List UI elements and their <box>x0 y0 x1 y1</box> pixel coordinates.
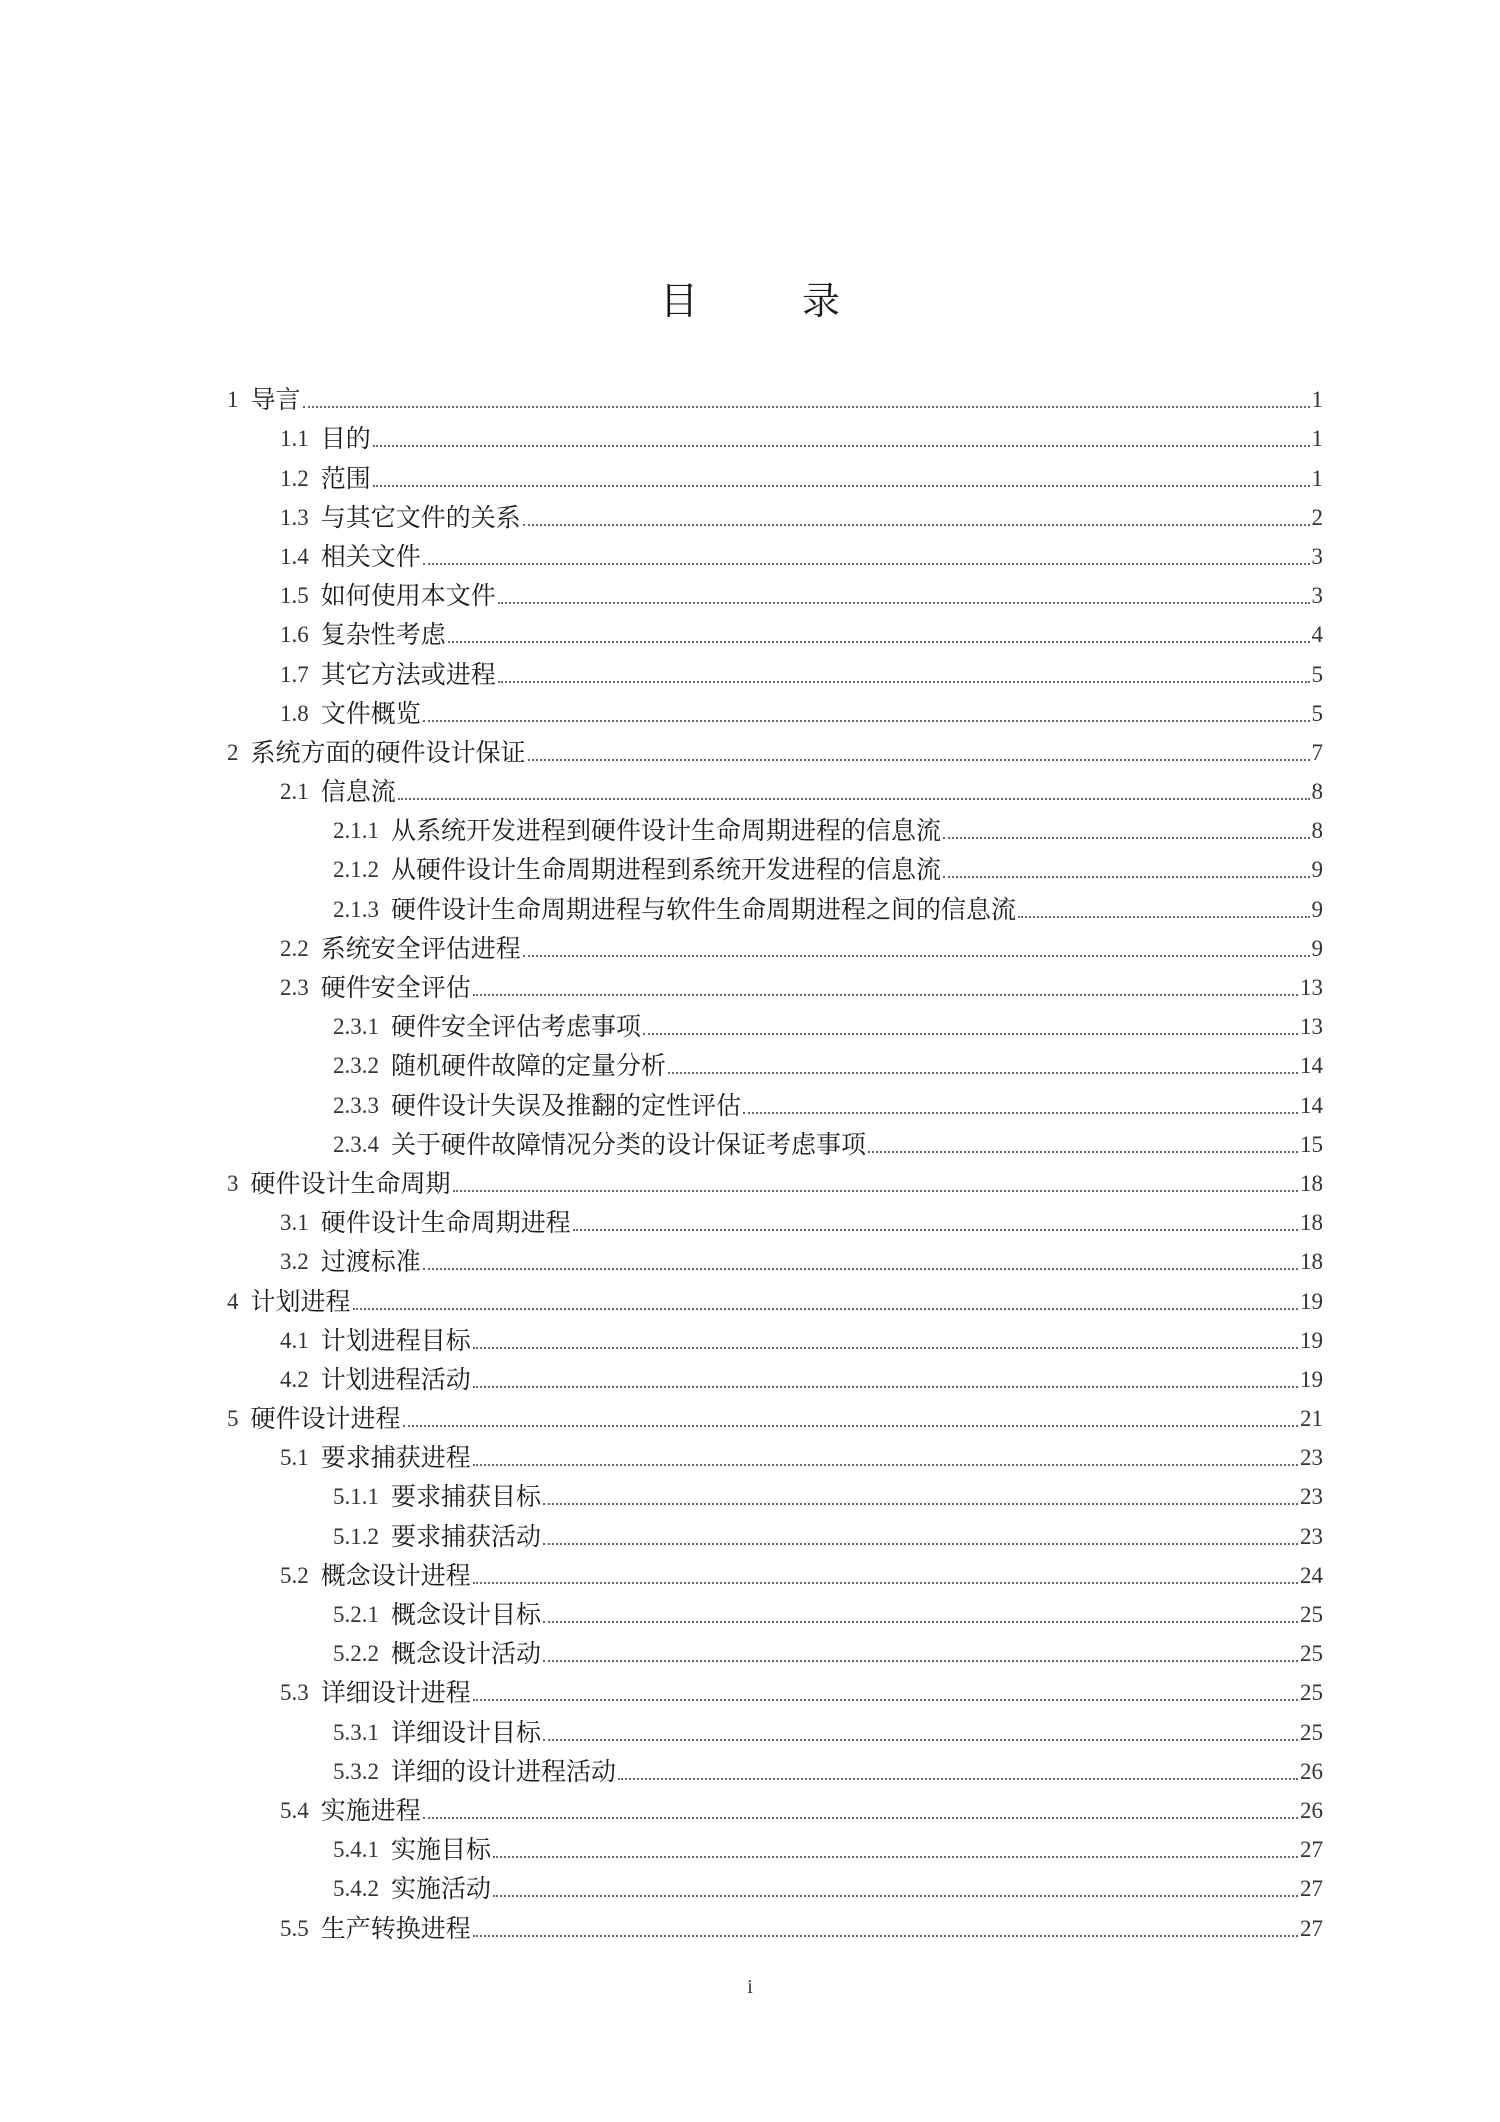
toc-entry[interactable] <box>227 417 1323 456</box>
toc-entry-page: 13 <box>1300 975 1323 1000</box>
toc-entry[interactable] <box>227 966 1323 1005</box>
toc-entry-title: 系统安全评估进程 <box>320 933 521 963</box>
toc-entry-page: 27 <box>1300 1915 1323 1941</box>
toc-entry-number: 2.2 <box>280 935 309 961</box>
toc-entry-title: 其它方法或进程 <box>320 659 496 689</box>
toc-entry[interactable] <box>227 1750 1323 1789</box>
toc-entry[interactable] <box>227 1789 1323 1828</box>
dot-leader <box>573 1229 1298 1231</box>
dot-leader <box>373 485 1310 487</box>
dot-leader <box>498 681 1310 683</box>
dot-leader <box>1018 916 1309 918</box>
dot-leader <box>473 994 1298 996</box>
toc-entry[interactable] <box>227 1906 1323 1945</box>
toc-entry[interactable] <box>227 1397 1323 1436</box>
toc-entry-number: 5.1.1 <box>333 1484 379 1510</box>
toc-entry-number: 5.4 <box>280 1797 309 1823</box>
toc-entry-title: 目的 <box>320 424 371 454</box>
dot-leader <box>303 406 1310 408</box>
dot-leader <box>943 837 1309 839</box>
toc-entry-title: 概念设计目标 <box>391 1600 542 1629</box>
toc-entry-page: 9 <box>1311 935 1323 961</box>
toc-entry-title: 详细设计目标 <box>391 1717 542 1747</box>
toc-entry-page: 13 <box>1300 1014 1323 1040</box>
toc-entry[interactable] <box>227 1436 1323 1475</box>
toc-entry[interactable] <box>227 1123 1323 1162</box>
toc-entry[interactable] <box>227 378 1323 417</box>
toc-entry-title: 计划进程 <box>250 1286 351 1316</box>
dot-leader <box>543 1660 1298 1662</box>
toc-entry-page: 25 <box>1300 1680 1323 1706</box>
toc-entry-page: 9 <box>1311 896 1323 922</box>
toc-entry-title: 随机硬件故障的定量分析 <box>391 1051 667 1081</box>
dot-leader <box>473 1347 1298 1349</box>
dot-leader <box>523 955 1310 957</box>
toc-entry[interactable] <box>227 574 1323 613</box>
toc-entry-title: 信息流 <box>320 777 396 807</box>
dot-leader <box>448 641 1310 643</box>
toc-entry[interactable] <box>227 848 1323 887</box>
toc-entry-title: 硬件设计生命周期进程 <box>320 1208 571 1238</box>
toc-entry-page: 18 <box>1300 1170 1323 1196</box>
dot-leader <box>373 445 1310 447</box>
toc-entry-number: 3 <box>227 1170 239 1196</box>
toc-entry-page: 23 <box>1300 1523 1323 1549</box>
dot-leader <box>543 1621 1298 1623</box>
toc-entry-title: 硬件设计生命周期进程与软件生命周期进程之间的信息流 <box>391 894 1017 924</box>
toc-entry-number: 1.8 <box>280 700 309 726</box>
toc-entry-number: 5.2.1 <box>333 1602 379 1627</box>
toc-entry-page: 19 <box>1300 1327 1323 1353</box>
dot-leader <box>618 1778 1298 1780</box>
toc-entry[interactable] <box>227 1671 1323 1710</box>
dot-leader <box>668 1072 1298 1074</box>
toc-entry-number: 5.3.1 <box>333 1719 379 1745</box>
toc-entry[interactable] <box>227 1319 1323 1358</box>
toc-entry-page: 5 <box>1311 661 1323 687</box>
toc-entry-number: 1.5 <box>280 583 309 609</box>
toc-entry-page: 26 <box>1300 1797 1323 1823</box>
dot-leader <box>398 798 1310 800</box>
toc-entry-number: 1.7 <box>280 661 309 687</box>
toc-entry-title: 生产转换进程 <box>320 1913 471 1943</box>
page-number-footer: i <box>747 1976 753 1998</box>
toc-entry-title: 硬件安全评估考虑事项 <box>391 1012 642 1042</box>
toc-entry[interactable] <box>227 809 1323 848</box>
toc-entry-page: 5 <box>1311 700 1323 726</box>
toc-entry-page: 24 <box>1300 1562 1323 1588</box>
dot-leader <box>943 876 1309 878</box>
toc-entry-number: 3.1 <box>280 1210 309 1236</box>
toc-entry-title: 要求捕获进程 <box>320 1443 471 1473</box>
toc-entry-number: 2.1.1 <box>333 818 379 844</box>
toc-entry-title: 概念设计活动 <box>391 1639 542 1669</box>
dot-leader <box>423 563 1310 565</box>
toc-entry[interactable] <box>227 1044 1323 1083</box>
dot-leader <box>743 1112 1298 1114</box>
dot-leader <box>473 1699 1298 1701</box>
dot-leader <box>403 1425 1298 1427</box>
toc-entry-title: 要求捕获活动 <box>391 1521 542 1551</box>
toc-entry-number: 5.4.1 <box>333 1837 379 1863</box>
dot-leader <box>473 1464 1298 1466</box>
toc-entry-page: 19 <box>1300 1288 1323 1314</box>
dot-leader <box>543 1739 1298 1741</box>
toc-entry[interactable] <box>227 887 1323 926</box>
toc-entry-page: 2 <box>1311 504 1323 530</box>
toc-entry-title: 从硬件设计生命周期进程到系统开发进程的信息流 <box>391 855 942 885</box>
toc-entry[interactable] <box>227 770 1323 809</box>
toc-entry-page: 25 <box>1300 1602 1323 1627</box>
toc-entry-title: 计划进程活动 <box>320 1364 471 1394</box>
dot-leader <box>543 1543 1298 1545</box>
toc-entry[interactable] <box>227 496 1323 535</box>
toc-entry-page: 21 <box>1300 1406 1323 1432</box>
toc-entry-title: 范围 <box>320 463 371 493</box>
toc-entry-number: 2.3.4 <box>333 1131 379 1157</box>
toc-entry-page: 15 <box>1300 1131 1323 1157</box>
toc-entry-page: 4 <box>1311 622 1323 648</box>
toc-entry-title: 文件概览 <box>320 698 421 728</box>
toc-entry[interactable] <box>227 731 1323 770</box>
toc-entry-number: 1 <box>227 387 239 413</box>
toc-entry[interactable] <box>227 1514 1323 1553</box>
toc-entry-number: 5.3.2 <box>333 1758 379 1784</box>
toc-entry-page: 27 <box>1300 1876 1323 1902</box>
toc-entry-number: 2.3.3 <box>333 1092 379 1118</box>
toc-entry[interactable] <box>227 1083 1323 1122</box>
toc-entry-page: 18 <box>1300 1249 1323 1275</box>
toc-entry-title: 硬件设计失误及推翻的定性评估 <box>391 1090 742 1120</box>
toc-entry[interactable] <box>227 613 1323 652</box>
toc-entry-page: 23 <box>1300 1445 1323 1471</box>
toc-entry[interactable] <box>227 456 1323 495</box>
toc-entry-number: 3.2 <box>280 1249 309 1275</box>
toc-entry-title: 如何使用本文件 <box>320 581 496 611</box>
toc-entry-page: 18 <box>1300 1210 1323 1236</box>
toc-entry-page: 1 <box>1311 426 1323 452</box>
toc-entry-title: 相关文件 <box>320 541 421 571</box>
toc-entry-page: 3 <box>1311 583 1323 609</box>
dot-leader <box>523 524 1310 526</box>
toc-entry-title: 硬件设计进程 <box>250 1404 401 1434</box>
toc-entry-title: 实施活动 <box>391 1874 492 1904</box>
toc-entry-number: 1.1 <box>280 426 309 452</box>
toc-entry-page: 25 <box>1300 1719 1323 1745</box>
toc-entry-number: 2 <box>227 739 239 765</box>
toc-entry[interactable] <box>227 1240 1323 1279</box>
toc-entry-number: 5.2 <box>280 1562 309 1588</box>
toc-entry-number: 2.3.1 <box>333 1014 379 1040</box>
toc-entry-page: 19 <box>1300 1366 1323 1392</box>
toc-entry[interactable] <box>227 692 1323 731</box>
toc-entry-number: 4.1 <box>280 1327 309 1353</box>
toc-entry[interactable] <box>227 652 1323 691</box>
toc-entry-title: 详细的设计进程活动 <box>391 1756 617 1786</box>
toc-entry-title: 导言 <box>250 385 301 415</box>
toc-entry-number: 2.1 <box>280 779 309 805</box>
dot-leader <box>423 720 1310 722</box>
toc-entry-page: 3 <box>1311 543 1323 569</box>
toc-entry-title: 硬件设计生命周期 <box>250 1168 451 1198</box>
dot-leader <box>543 1503 1298 1505</box>
toc-entry-title: 与其它文件的关系 <box>320 502 521 532</box>
dot-leader <box>453 1190 1298 1192</box>
dot-leader <box>473 1386 1298 1388</box>
toc-entry[interactable] <box>227 1554 1323 1593</box>
dot-leader <box>423 1817 1298 1819</box>
toc-entry-title: 系统方面的硬件设计保证 <box>250 737 526 767</box>
toc-entry[interactable] <box>227 1710 1323 1749</box>
toc-entry-number: 5.1.2 <box>333 1523 379 1549</box>
toc-entry-page: 8 <box>1311 779 1323 805</box>
toc-entry-number: 4 <box>227 1288 239 1314</box>
toc-entry-title: 从系统开发进程到硬件设计生命周期进程的信息流 <box>391 816 942 846</box>
toc-entry-title: 计划进程目标 <box>320 1325 471 1355</box>
toc-entry[interactable] <box>227 1593 1323 1632</box>
toc-entry-number: 5 <box>227 1406 239 1432</box>
toc-entry-page: 8 <box>1311 818 1323 844</box>
toc-entry-title: 复杂性考虑 <box>320 620 446 650</box>
dot-leader <box>498 602 1310 604</box>
toc-entry[interactable] <box>227 1358 1323 1397</box>
toc-entry[interactable] <box>227 927 1323 966</box>
toc-entry-number: 1.3 <box>280 504 309 530</box>
toc-entry-title: 关于硬件故障情况分类的设计保证考虑事项 <box>391 1129 867 1159</box>
toc-entry-number: 1.4 <box>280 543 309 569</box>
toc-entry-number: 5.4.2 <box>333 1876 379 1902</box>
toc-entry[interactable] <box>227 1201 1323 1240</box>
toc-entry-page: 27 <box>1300 1837 1323 1863</box>
dot-leader <box>493 1856 1298 1858</box>
toc-entry[interactable] <box>227 1162 1323 1201</box>
toc-entry[interactable] <box>227 1632 1323 1671</box>
toc-entry-number: 2.3.2 <box>333 1053 379 1079</box>
toc-entry-title: 实施进程 <box>320 1795 421 1825</box>
toc-entry[interactable] <box>227 1279 1323 1318</box>
toc-entry-number: 1.2 <box>280 465 309 491</box>
page-title: 目 录 <box>659 279 887 323</box>
dot-leader <box>353 1308 1298 1310</box>
toc-entry-number: 2.1.2 <box>333 857 379 883</box>
dot-leader <box>473 1582 1298 1584</box>
dot-leader <box>643 1033 1298 1035</box>
toc-entry-number: 1.6 <box>280 622 309 648</box>
table-of-contents <box>227 378 1323 1946</box>
dot-leader <box>868 1151 1298 1153</box>
toc-entry-page: 14 <box>1300 1092 1323 1118</box>
toc-entry-title: 硬件安全评估 <box>320 973 471 1002</box>
toc-entry-number: 2.3 <box>280 975 309 1000</box>
toc-entry-page: 1 <box>1311 387 1323 413</box>
toc-entry-page: 23 <box>1300 1484 1323 1510</box>
toc-entry-title: 过渡标准 <box>320 1247 421 1277</box>
toc-entry[interactable] <box>227 1828 1323 1867</box>
toc-entry-title: 概念设计进程 <box>320 1560 471 1590</box>
toc-entry-title: 实施目标 <box>391 1835 492 1865</box>
toc-entry-page: 1 <box>1311 465 1323 491</box>
toc-entry[interactable] <box>227 535 1323 574</box>
dot-leader <box>528 759 1310 761</box>
toc-entry-page: 7 <box>1311 739 1323 765</box>
toc-entry-number: 5.3 <box>280 1680 309 1706</box>
toc-entry-number: 2.1.3 <box>333 896 379 922</box>
toc-entry-page: 25 <box>1300 1641 1323 1667</box>
toc-entry-number: 5.5 <box>280 1915 309 1941</box>
toc-entry-page: 26 <box>1300 1758 1323 1784</box>
dot-leader <box>473 1935 1298 1937</box>
toc-entry-title: 要求捕获目标 <box>391 1482 542 1512</box>
toc-entry-title: 详细设计进程 <box>320 1678 471 1708</box>
toc-entry[interactable] <box>227 1867 1323 1906</box>
dot-leader <box>423 1268 1298 1270</box>
dot-leader <box>493 1895 1298 1897</box>
toc-entry-page: 14 <box>1300 1053 1323 1079</box>
toc-entry-number: 4.2 <box>280 1366 309 1392</box>
toc-entry-page: 9 <box>1311 857 1323 883</box>
toc-entry[interactable] <box>227 1005 1323 1044</box>
toc-entry-number: 5.2.2 <box>333 1641 379 1667</box>
toc-entry[interactable] <box>227 1475 1323 1514</box>
toc-entry-number: 5.1 <box>280 1445 309 1471</box>
